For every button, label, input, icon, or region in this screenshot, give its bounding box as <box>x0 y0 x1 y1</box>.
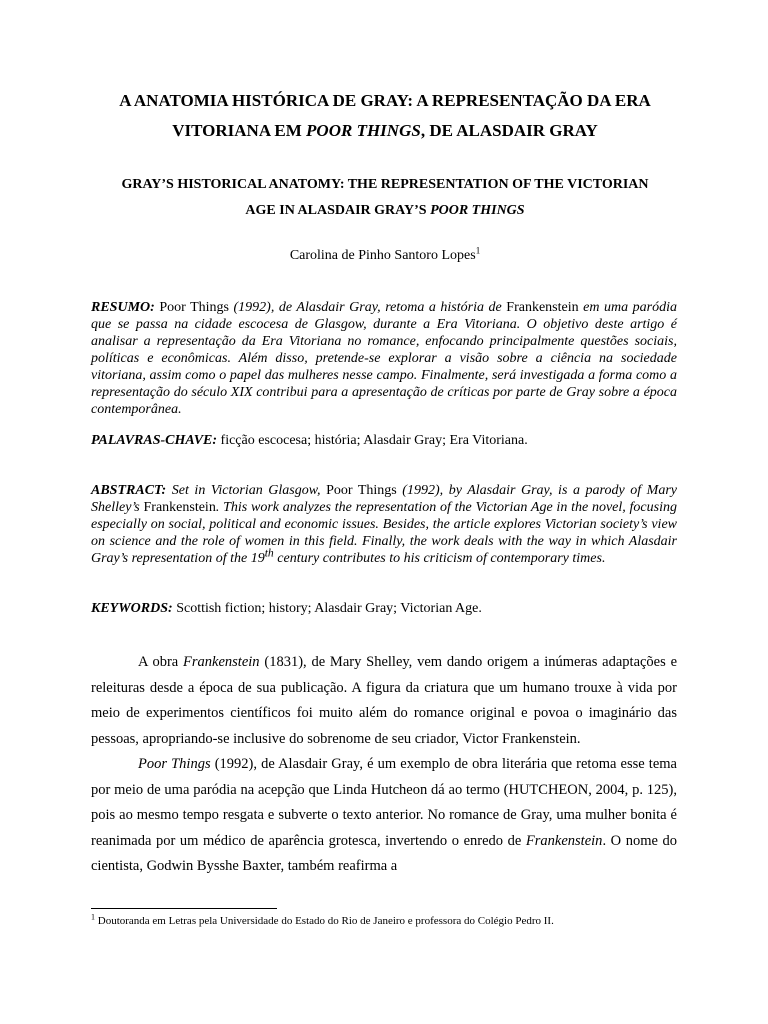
subtitle-line-2 <box>80 198 690 224</box>
body-p2-text-a: (1992), de Alasdair Gray, é um exemplo de obra literária que retoma esse tema por meio de uma paródia na acepção que Linda Hutcheon dá ao termo (HUTCHEON, 2004, p. 125), pois ao mesmo tempo resgata e subverte o texto anterior. No romance de Gray, uma mulher bonita é reanimada por um médico de aparência grotesca, invertendo o enredo de <box>91 756 677 849</box>
abstract-text-3: . This work analyzes the representation of the Victorian Age in the novel, focusing especially on social, political and economic issues. Besides, the article explores Victorian society’s view on science and the role of women in this field. Finally, the work deals with the way in which Alasdair Gray’s representation of the 19 <box>91 500 677 566</box>
abstract-text-4: century contributes to his criticism of contemporary times. <box>273 551 606 566</box>
resumo-upright-1: Poor Things <box>159 300 229 315</box>
subtitle-line-1: GRAY’S HISTORICAL ANATOMY: THE REPRESENTATION OF THE VICTORIAN <box>121 177 649 192</box>
subtitle-italic: POOR THINGS <box>430 203 525 218</box>
article-subtitle <box>80 172 690 224</box>
title-italic: POOR THINGS <box>306 121 421 140</box>
body-p2-italic: Poor Things <box>138 756 211 772</box>
footnote-divider <box>91 908 277 909</box>
author-name: Carolina de Pinho Santoro Lopes <box>289 248 476 263</box>
footnote-text: Doutoranda em Letras pela Universidade do Estado do Rio de Janeiro e professora do Colégio Pedro II. <box>95 915 554 927</box>
abstract-paragraph <box>91 482 677 567</box>
footnote <box>91 914 691 928</box>
abstract-upright-2: Frankenstein <box>143 500 216 515</box>
resumo-text-2: (1992), de Alasdair Gray, retoma a história de <box>228 300 507 315</box>
abstract-text-1: Set in Victorian Glasgow, <box>166 483 327 498</box>
title-line-1: A ANATOMIA HISTÓRICA DE GRAY: A REPRESENTAÇÃO DA ERA <box>119 91 651 110</box>
title-line-2 <box>80 116 690 146</box>
body-paragraph-2 <box>91 752 677 880</box>
body-p1-italic: Frankenstein <box>183 654 260 670</box>
body-p1-text-a: A obra <box>138 654 184 670</box>
resumo-upright-2: Frankenstein <box>506 300 579 315</box>
keywords-text: Scottish fiction; history; Alasdair Gray; Victorian Age. <box>172 601 482 616</box>
abstract-label: ABSTRACT: <box>91 483 167 498</box>
title-line-2-pre: VITORIANA EM <box>172 121 307 140</box>
body-p1-text-b: (1831), de Mary Shelley, vem dando origem a inúmeras adaptações e releituras desde a época de sua publicação. A figura da criatura que um humano trouxe à vida por meio de experimentos científicos foi muito além do romance original e povoa o imaginário das pessoas, apropriando-se inclusive do sobrenome de seu criador, Victor Frankenstein. <box>91 654 677 747</box>
abstract-upright-1: Poor Things <box>326 483 397 498</box>
keywords-label: KEYWORDS: <box>91 601 173 616</box>
footnote-mark: 1 <box>91 912 95 922</box>
abstract-superscript: th <box>264 546 274 560</box>
body-paragraph-1 <box>91 650 677 752</box>
author-line <box>80 245 690 267</box>
body-p2-italic-2: Frankenstein <box>525 832 603 849</box>
subtitle-line-2-pre: AGE IN ALASDAIR GRAY’S <box>245 203 431 218</box>
palavras-chave-text: ficção escocesa; história; Alasdair Gray; Era Vitoriana. <box>217 433 528 448</box>
abstract-text-2: (1992), by Alasdair Gray, is a parody of Mary Shelley’s <box>91 483 677 515</box>
palavras-chave-paragraph <box>91 432 677 449</box>
palavras-chave-label: PALAVRAS-CHAVE: <box>91 433 218 448</box>
title-line-2-post: , DE ALASDAIR GRAY <box>420 121 598 140</box>
resumo-label: RESUMO: <box>91 300 155 315</box>
body-text <box>91 650 677 880</box>
resumo-paragraph <box>91 299 677 418</box>
resumo-text-3: em uma paródia que se passa na cidade escocesa de Glasgow, durante a Era Vitoriana. O objetivo deste artigo é analisar a representação da Era Vitoriana no romance, enfocando principalmente questões sociais, políticas e econômicas. Além disso, pretende-se explorar a visão sobre a ciência na sociedade vitoriana, assim como o papel das mulheres nesse campo. Finalmente, será investigada a forma como a representação do século XIX contribui para a apresentação de críticas por parte de Gray sobre a época contemporânea. <box>91 300 678 417</box>
article-title <box>80 86 690 146</box>
author-footnote-mark[interactable]: 1 <box>475 245 481 256</box>
body-p2-text-b: . O nome do cientista, Godwin Bysshe Baxter, também reafirma a <box>91 832 678 874</box>
keywords-paragraph <box>91 600 677 617</box>
